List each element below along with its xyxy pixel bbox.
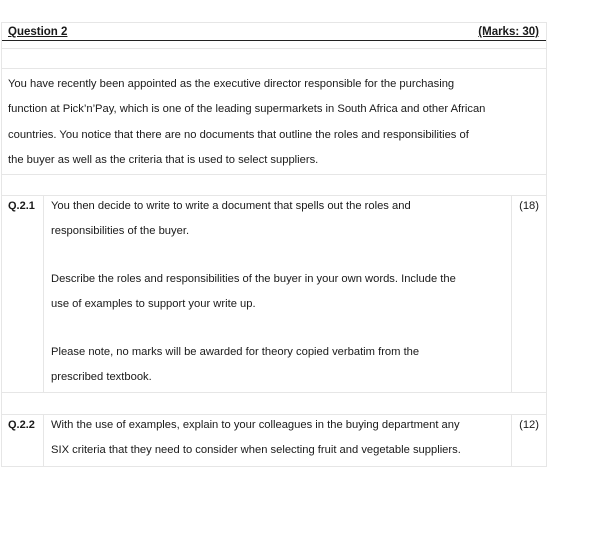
question-line: prescribed textbook. <box>51 370 152 383</box>
question-line: Describe the roles and responsibilities of the buyer in your own words. Include the <box>51 273 456 285</box>
question-text <box>51 194 511 243</box>
table-right-border <box>546 22 547 467</box>
table-left-border <box>1 22 2 467</box>
intro-line: You have recently been appointed as the executive director responsible for the purchasing <box>8 78 455 90</box>
question-title: Question 2 <box>8 26 68 38</box>
question-total-marks: (Marks: 30) <box>478 26 539 38</box>
q-marks-divider <box>511 414 512 466</box>
q21-bottom-border <box>1 392 547 393</box>
question-number: Q.2.2 <box>8 419 35 431</box>
spacer-row-border <box>1 48 547 49</box>
question-line: use of examples to support your write up. <box>51 297 256 310</box>
question-line: You then decide to write to write a document that spells out the roles and <box>51 200 411 212</box>
table-bottom-border <box>1 466 547 467</box>
intro-line: countries. You notice that there are no documents that outline the roles and responsibilities of <box>8 128 469 141</box>
question-text <box>51 340 511 389</box>
q-number-divider <box>43 195 44 392</box>
table-top-border <box>1 22 547 23</box>
header-underline <box>1 40 547 41</box>
question-line: SIX criteria that they need to consider when selecting fruit and vegetable suppliers. <box>51 443 461 456</box>
question-text <box>51 267 511 316</box>
question-text <box>51 413 511 462</box>
intro-bottom-border <box>1 174 547 175</box>
question-line: With the use of examples, explain to your colleagues in the buying department any <box>51 419 460 431</box>
q-marks-divider <box>511 195 512 392</box>
question-number: Q.2.1 <box>8 200 35 212</box>
question-marks: (18) <box>519 200 539 212</box>
question-line: Please note, no marks will be awarded for theory copied verbatim from the <box>51 346 420 358</box>
question-line: responsibilities of the buyer. <box>51 224 190 237</box>
intro-line: the buyer as well as the criteria that is used to select suppliers. <box>8 153 319 166</box>
question-marks: (12) <box>519 419 539 431</box>
intro-line: function at Pick’n’Pay, which is one of the leading supermarkets in South Africa and other African <box>8 103 486 116</box>
q-number-divider <box>43 414 44 466</box>
intro-top-border <box>1 68 547 69</box>
intro-paragraph <box>8 72 543 173</box>
